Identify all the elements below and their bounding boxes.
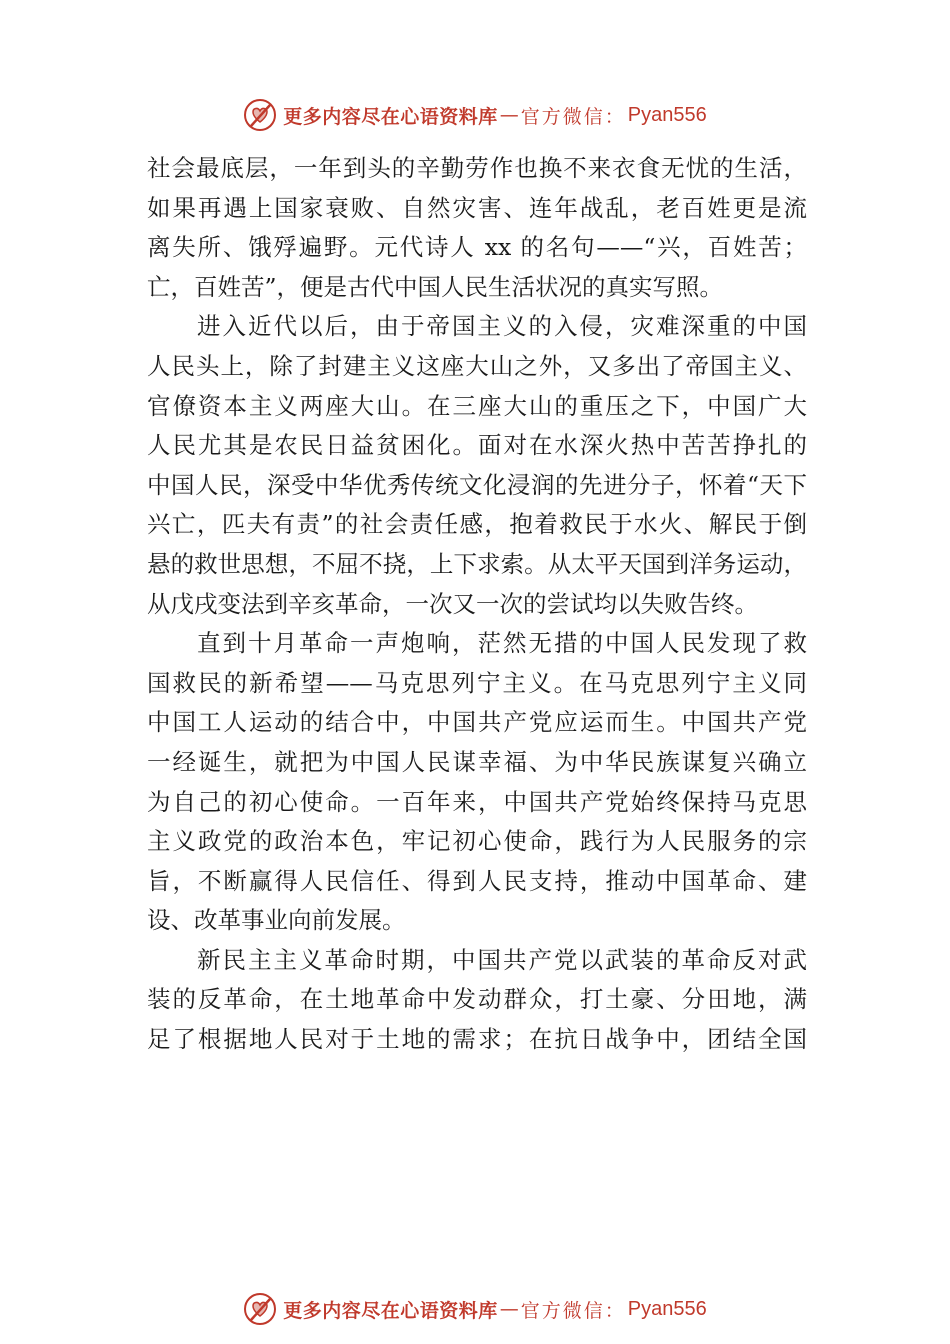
text-line: 离失所、饿殍遍野。元代诗人 xx 的名句——“兴，百姓苦； [147, 233, 807, 262]
footer-banner [0, 1289, 950, 1329]
heart-pen-logo-icon [243, 98, 277, 132]
text-line: 亡，百姓苦”，便是古代中国人民生活状况的真实写照。 [147, 272, 724, 301]
text-line: 装的反革命，在土地革命中发动群众，打土豪、分田地，满 [147, 985, 807, 1014]
footer-main-text: 更多内容尽在心语资料库 [283, 1299, 498, 1322]
heart-pen-logo-icon [243, 1292, 277, 1326]
text-line: 旨，不断赢得人民信任、得到人民支持，推动中国革命、建 [147, 866, 807, 895]
text-line: 中国人民，深受中华优秀传统文化浸润的先进分子，怀着“天下 [147, 470, 807, 499]
text-line: 为自己的初心使命。一百年来，中国共产党始终保持马克思 [147, 787, 807, 816]
text-line: 国救民的新希望——马克思列宁主义。在马克思列宁主义同 [147, 668, 807, 697]
header-separator: — [499, 104, 519, 126]
header-official-text: 官方微信： [520, 105, 626, 128]
text-line: 人民尤其是农民日益贫困化。面对在水深火热中苦苦挣扎的 [147, 431, 807, 460]
text-line: 一经诞生，就把为中国人民谋幸福、为中华民族谋复兴确立 [147, 747, 807, 776]
footer-wechat-id: Pyan556 [627, 1297, 707, 1320]
paragraph-start-line: 进入近代以后，由于帝国主义的入侵，灾难深重的中国 [197, 312, 807, 341]
text-line: 兴亡，匹夫有责”的社会责任感，抱着救民于水火、解民于倒 [147, 510, 807, 539]
text-line: 社会最底层，一年到头的辛勤劳作也换不来衣食无忧的生活， [147, 154, 807, 182]
paragraph-start-line: 直到十月革命一声炮响，茫然无措的中国人民发现了救 [197, 629, 807, 658]
footer-separator: — [499, 1298, 519, 1320]
text-line: 主义政党的政治本色，牢记初心使命，践行为人民服务的宗 [147, 827, 807, 856]
text-line: 足了根据地人民对于土地的需求；在抗日战争中，团结全国 [147, 1025, 807, 1054]
paragraph-start-line: 新民主主义革命时期，中国共产党以武装的革命反对武 [197, 945, 807, 974]
text-line: 设、改革事业向前发展。 [147, 906, 406, 935]
text-line: 中国工人运动的结合中，中国共产党应运而生。中国共产党 [147, 708, 807, 737]
header-wechat-id: Pyan556 [627, 103, 707, 126]
document-body [147, 149, 807, 1060]
header-banner [0, 95, 950, 135]
footer-official-text: 官方微信： [520, 1299, 626, 1322]
text-line: 官僚资本主义两座大山。在三座大山的重压之下，中国广大 [147, 391, 807, 420]
text-line: 从戊戌变法到辛亥革命，一次又一次的尝试均以失败告终。 [147, 589, 758, 618]
text-line: 人民头上，除了封建主义这座大山之外，又多出了帝国主义、 [147, 351, 807, 380]
text-line: 悬的救世思想，不屈不挠，上下求索。从太平天国到洋务运动， [147, 549, 807, 578]
header-main-text: 更多内容尽在心语资料库 [283, 105, 498, 128]
text-line: 如果再遇上国家衰败、自然灾害、连年战乱，老百姓更是流 [147, 193, 807, 222]
